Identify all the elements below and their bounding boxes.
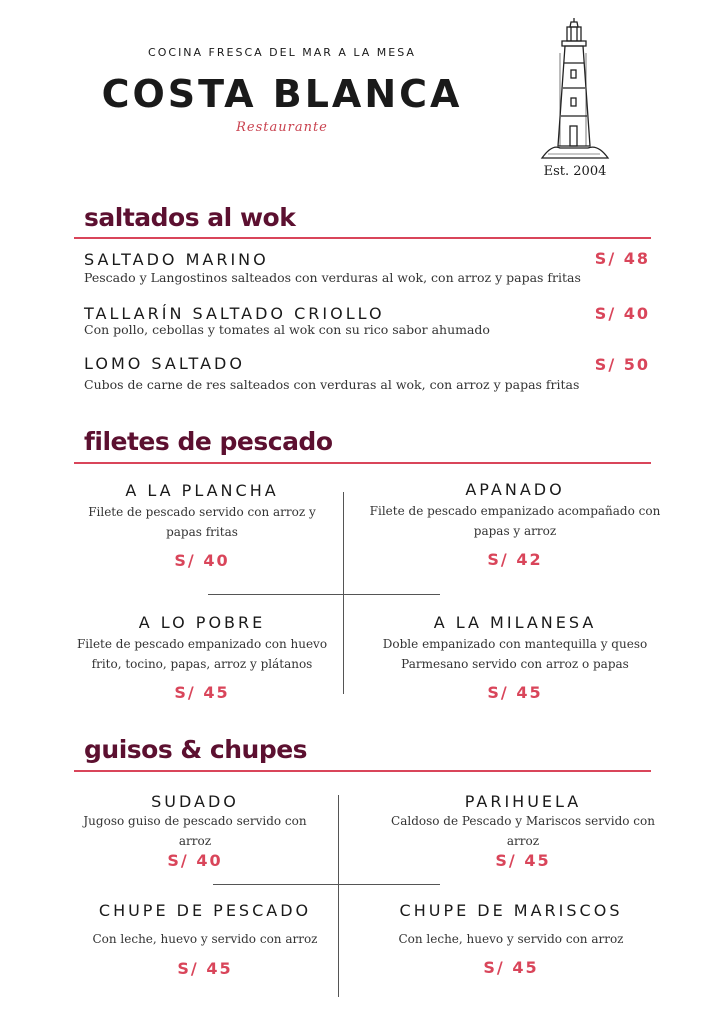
- menu-item-description: frito, tocino, papas, arroz y plátanos: [91, 657, 313, 671]
- menu-item-description: Doble empanizado con mantequilla y queso: [382, 637, 648, 651]
- section-title-saltados: saltados al wok: [84, 203, 296, 232]
- section-divider: [74, 462, 651, 464]
- menu-card: [55, 792, 335, 870]
- menu-item-price: S/ 45: [495, 851, 551, 870]
- lighthouse-icon: [538, 18, 610, 163]
- menu-item-price: S/ 45: [487, 683, 543, 702]
- section-title-guisos: guisos & chupes: [84, 735, 308, 764]
- menu-item-description: Cubos de carne de res salteados con verduras al wok, con arroz y papas fritas: [84, 377, 580, 392]
- menu-item-price: S/ 45: [174, 683, 230, 702]
- menu-card: [62, 481, 342, 570]
- menu-item-price: S/ 45: [483, 958, 539, 977]
- menu-card: [365, 480, 665, 569]
- tagline: COCINA FRESCA DEL MAR A LA MESA: [148, 46, 416, 59]
- menu-item-price: S/ 40: [594, 304, 650, 323]
- menu-item-description: Con pollo, cebollas y tomates al wok con su rico sabor ahumado: [84, 322, 490, 337]
- menu-item-name: APANADO: [465, 480, 565, 499]
- menu-item-name: A LO POBRE: [138, 613, 266, 632]
- menu-item-name: SALTADO MARINO: [84, 250, 269, 269]
- restaurant-subtitle: Restaurante: [236, 120, 328, 135]
- menu-item-description: Con leche, huevo y servido con arroz: [398, 932, 624, 946]
- section-title-filetes: filetes de pescado: [84, 427, 333, 456]
- menu-item-price: S/ 45: [177, 959, 233, 978]
- menu-item-name: TALLARÍN SALTADO CRIOLLO: [84, 304, 385, 323]
- menu-card: [55, 901, 355, 978]
- restaurant-name: COSTA BLANCA: [101, 72, 463, 116]
- menu-card: [356, 901, 666, 977]
- menu-item-price: S/ 40: [174, 551, 230, 570]
- menu-item-name: A LA MILANESA: [433, 613, 597, 632]
- menu-item-name: CHUPE DE MARISCOS: [399, 901, 623, 920]
- menu-item-name: SUDADO: [151, 792, 239, 811]
- menu-item-name: LOMO SALTADO: [84, 354, 245, 373]
- menu-item-name: PARIHUELA: [464, 792, 582, 811]
- menu-item-description: Filete de pescado servido con arroz y: [88, 505, 316, 519]
- menu-item-description: Caldoso de Pescado y Mariscos servido con: [391, 814, 655, 828]
- menu-item-description: Pescado y Langostinos salteados con verduras al wok, con arroz y papas fritas: [84, 270, 581, 285]
- section-divider: [74, 237, 651, 239]
- menu-item-name: A LA PLANCHA: [125, 481, 279, 500]
- established-year: Est. 2004: [543, 164, 607, 179]
- grid-vertical-divider: [343, 492, 344, 694]
- menu-item-description: Con leche, huevo y servido con arroz: [92, 932, 318, 946]
- menu-item-price: S/ 50: [594, 355, 650, 374]
- menu-item-price: S/ 42: [487, 550, 543, 569]
- menu-card: [365, 613, 665, 702]
- menu-item-description: papas y arroz: [473, 524, 557, 538]
- menu-item-description: Filete de pescado empanizado acompañado con: [369, 504, 661, 518]
- menu-card: [368, 792, 678, 870]
- menu-item-price: S/ 48: [594, 249, 650, 268]
- menu-card: [62, 613, 342, 702]
- menu-item-description: arroz: [506, 834, 540, 848]
- menu-item-description: Jugoso guiso de pescado servido con: [83, 814, 307, 828]
- menu-item-description: Parmesano servido con arroz o papas: [401, 657, 629, 671]
- menu-item-description: arroz: [178, 834, 212, 848]
- grid-horizontal-divider: [213, 884, 440, 885]
- grid-horizontal-divider: [208, 594, 440, 595]
- menu-item-description: papas fritas: [166, 525, 238, 539]
- menu-item-name: CHUPE DE PESCADO: [98, 901, 312, 920]
- section-divider: [74, 770, 651, 772]
- menu-item-price: S/ 40: [167, 851, 223, 870]
- menu-item-description: Filete de pescado empanizado con huevo: [76, 637, 328, 651]
